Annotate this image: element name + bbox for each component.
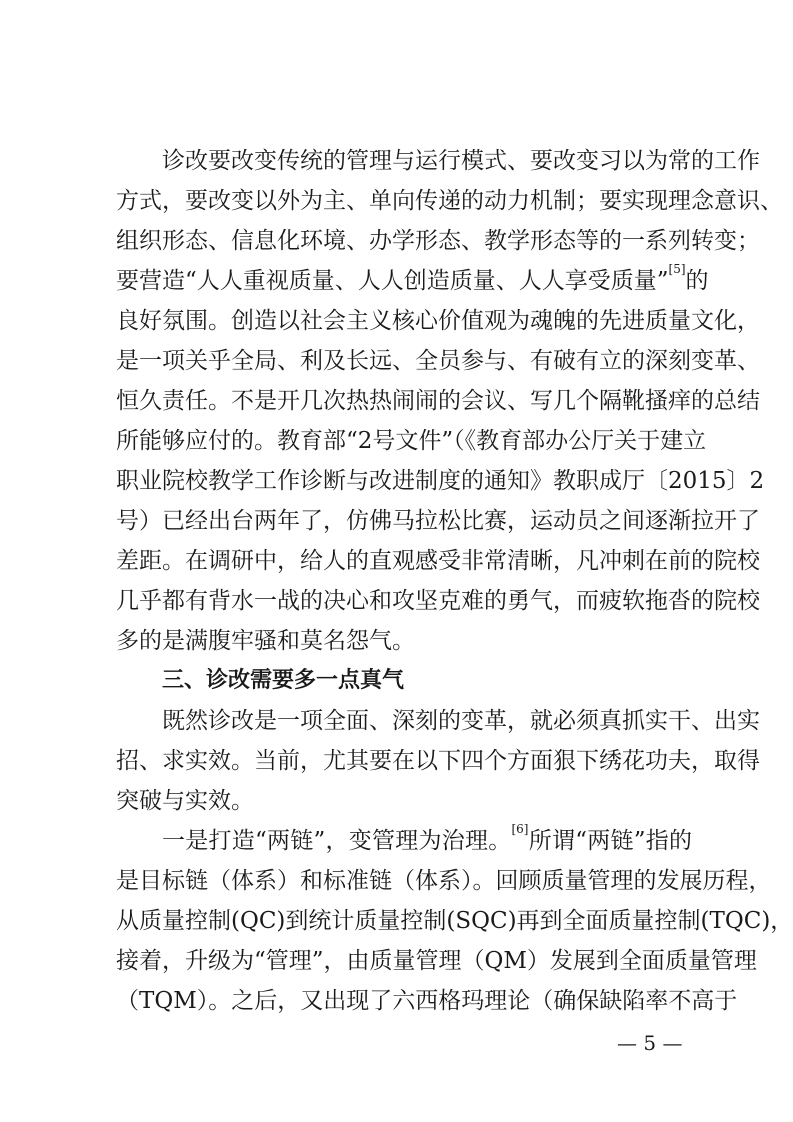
paragraph-line: 是目标链（体系）和标准链（体系）。回顾质量管理的发展历程， [116,868,772,894]
paragraph-text: 所谓“两链”指的 [528,828,692,854]
paragraph-line: 良好氛围。创造以社会主义核心价值观为魂魄的先进质量文化， [116,308,760,334]
paragraph-line: 差距。在调研中，给人的直观感受非常清晰，凡冲刺在前的院校 [116,548,760,574]
paragraph-line: 从质量控制(QC)到统计质量控制(SQC)再到全面质量控制(TQC)， [116,908,793,934]
paragraph-line: 接着，升级为“管理”，由质量管理（QM）发展到全面质量管理 [116,948,757,974]
paragraph-text: 一是打造“两链”，变管理为治理。 [162,828,512,854]
paragraph-text: 的 [685,268,709,294]
paragraph-line: 是一项关乎全局、利及长远、全员参与、有破有立的深刻变革、 [116,348,760,374]
paragraph-line: （TQM）。之后，又出现了六西格玛理论（确保缺陷率不高于 [116,988,738,1014]
page-number: — 5 — [617,1031,683,1055]
paragraph-line: 招、求实效。当前，尤其要在以下四个方面狠下绣花功夫，取得 [116,748,760,774]
paragraph-line: 组织形态、信息化环境、办学形态、教学形态等的一系列转变； [116,228,760,254]
paragraph-line: 所能够应付的。教育部“2号文件”（《教育部办公厅关于建立 [116,428,707,454]
paragraph-text: 要营造“人人重视质量、人人创造质量、人人享受质量” [116,268,669,294]
section-heading: 三、诊改需要多一点真气 [162,668,405,693]
paragraph-line: 恒久责任。不是开几次热热闹闹的会议、写几个隔靴搔痒的总结 [116,388,760,414]
paragraph-line: 多的是满腹牢骚和莫名怨气。 [116,628,415,654]
citation-ref-5: [5] [668,262,686,276]
paragraph-line-with-citation [162,821,692,861]
paragraph-line: 突破与实效。 [116,788,254,814]
paragraph-line: 几乎都有背水一战的决心和攻坚克难的勇气，而疲软拖沓的院校 [116,588,760,614]
paragraph-line-with-citation [116,261,709,301]
paragraph-line: 号）已经出台两年了，仿佛马拉松比赛，运动员之间逐渐拉开了 [116,508,760,534]
paragraph-line: 职业院校教学工作诊断与改进制度的通知》教职成厅〔2015〕2 [116,468,765,494]
paragraph-line: 诊改要改变传统的管理与运行模式、要改变习以为常的工作 [162,148,760,174]
citation-ref-6: [6] [511,822,529,836]
paragraph-line: 方式，要改变以外为主、单向传递的动力机制；要实现理念意识、 [116,188,783,214]
paragraph-line: 既然诊改是一项全面、深刻的变革，就必须真抓实干、出实 [162,708,760,734]
